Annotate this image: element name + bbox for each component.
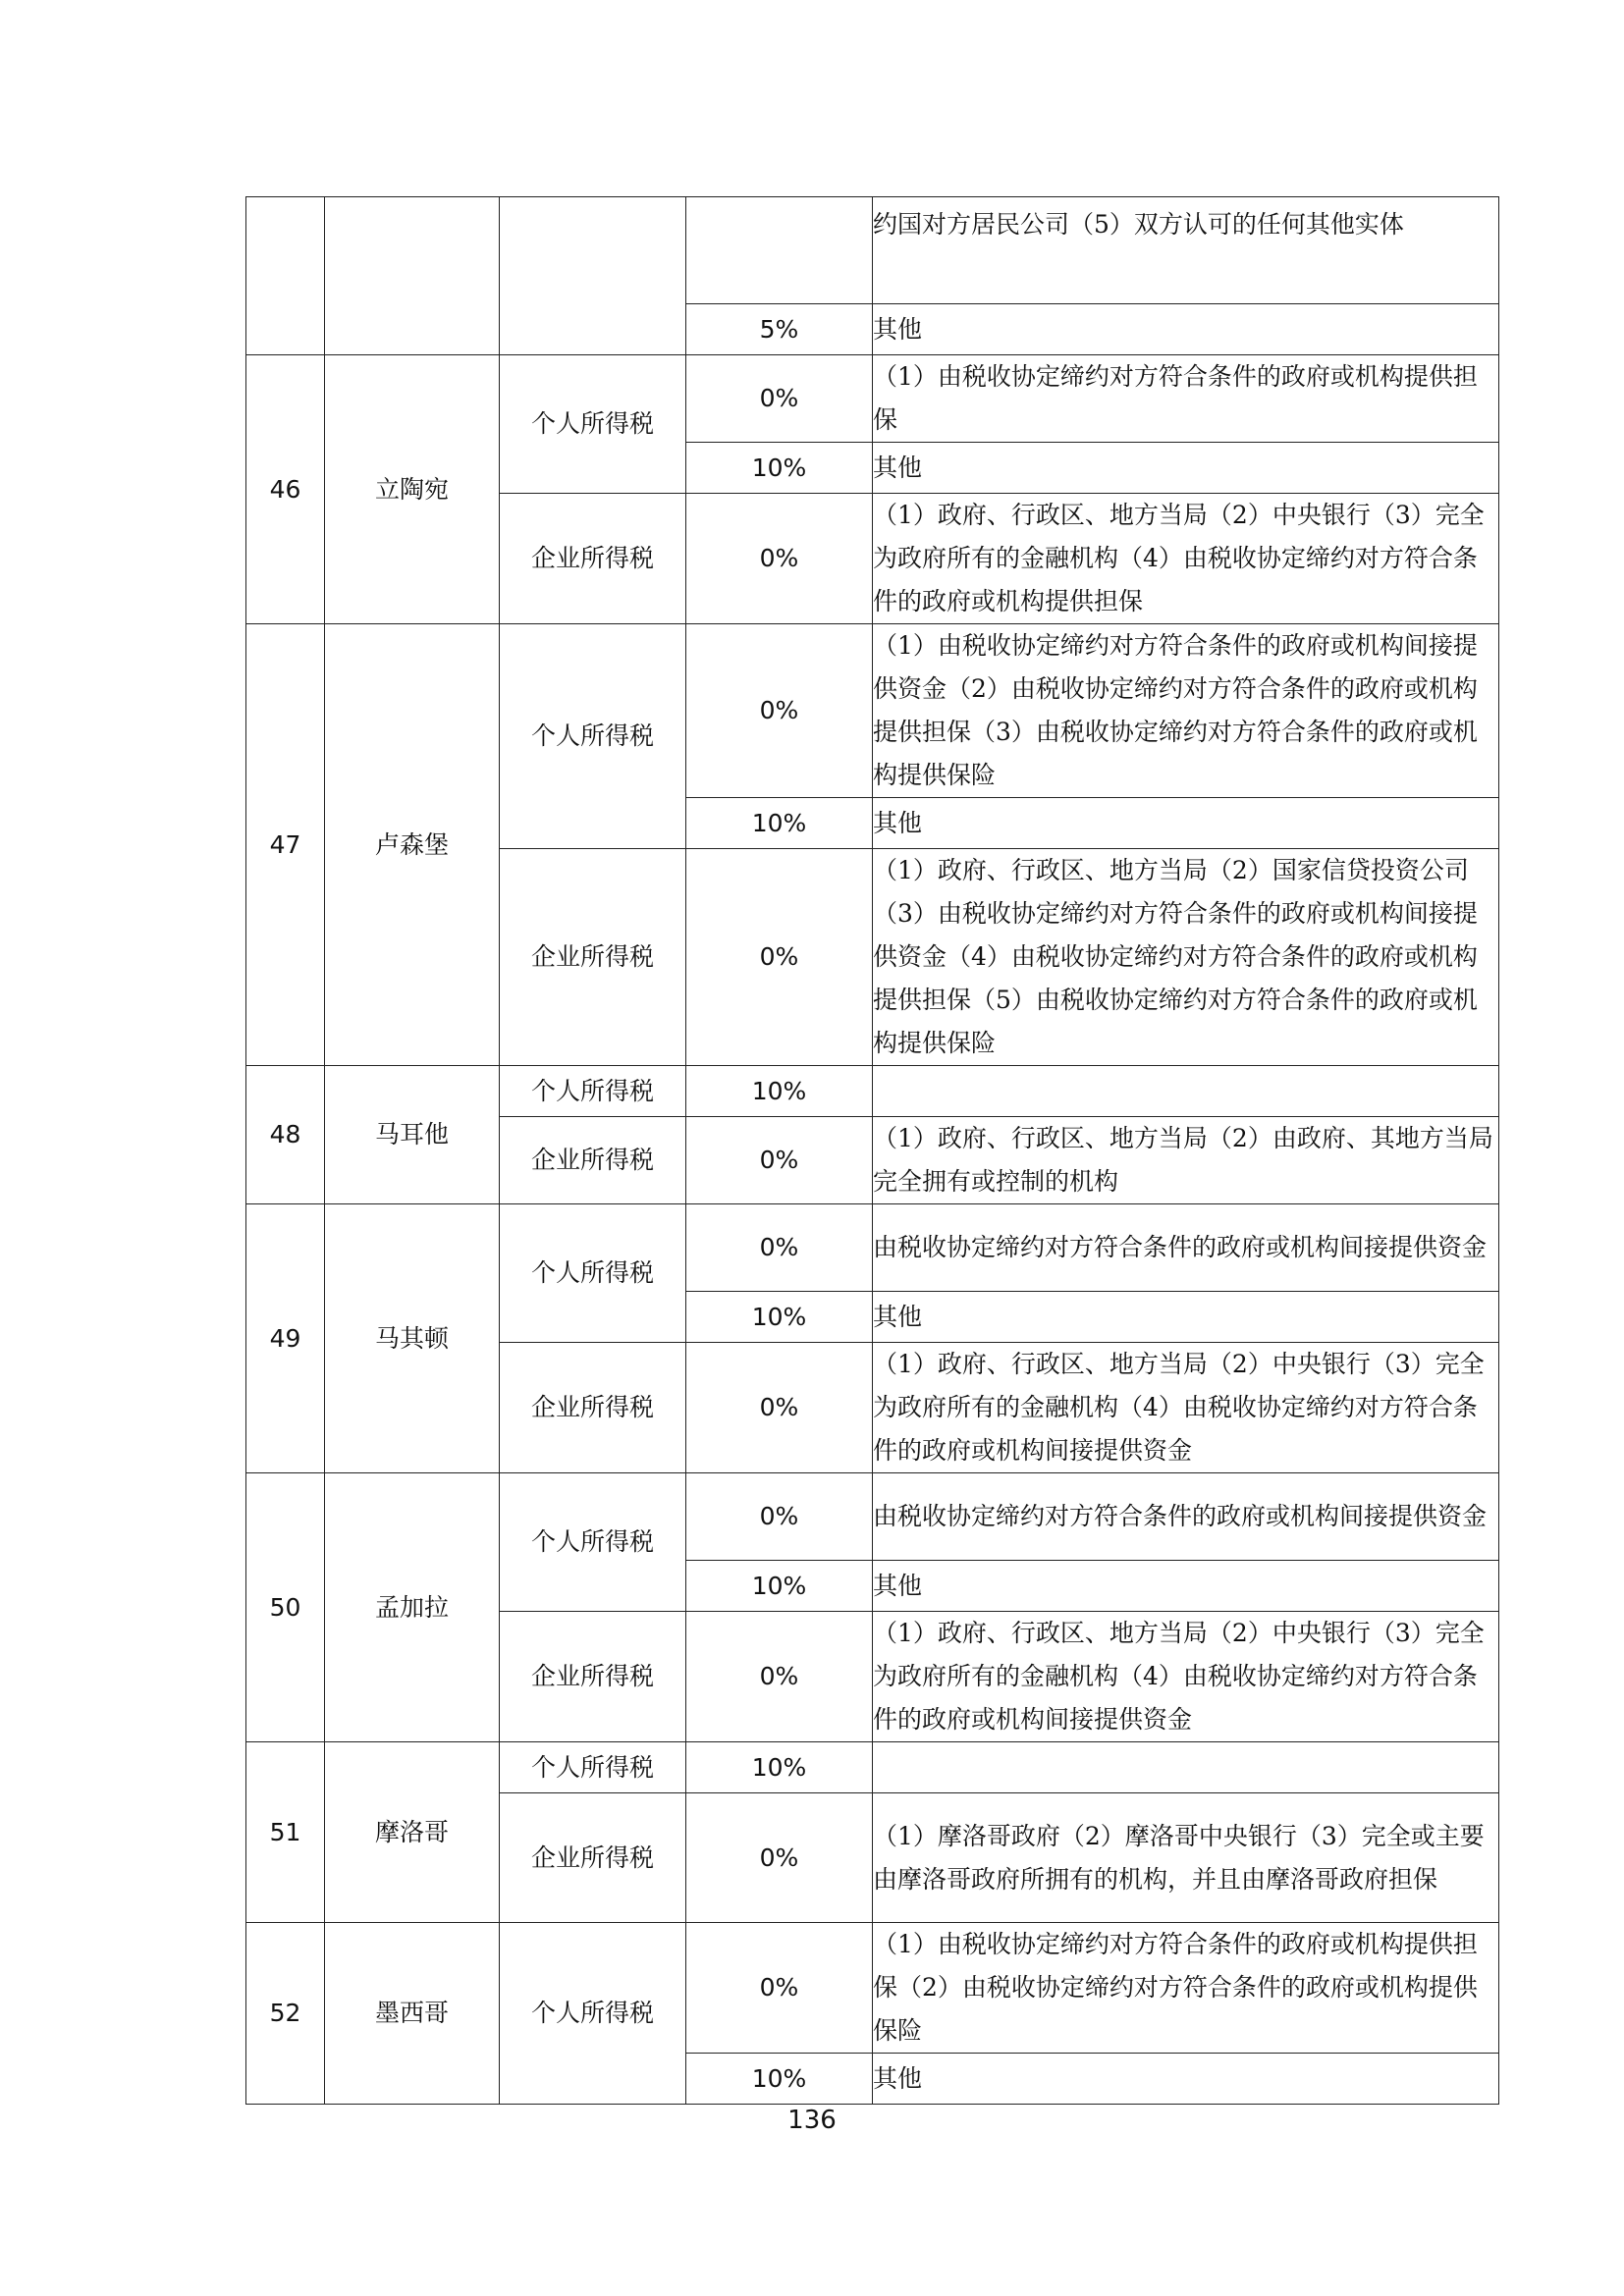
description-cell: 其他 xyxy=(873,2054,1499,2105)
description-cell xyxy=(873,1742,1499,1793)
country-cell: 马耳他 xyxy=(325,1066,500,1204)
table-row xyxy=(246,1066,1499,1117)
number-cell: 51 xyxy=(246,1742,325,1923)
tax-type-cell: 个人所得税 xyxy=(500,1473,686,1612)
description-cell: （1）政府、行政区、地方当局（2）中央银行（3）完全为政府所有的金融机构（4）由税收协定缔约对方符合条件的政府或机构提供担保 xyxy=(873,494,1499,624)
rate-cell: 5% xyxy=(686,304,873,355)
number-cell xyxy=(246,197,325,355)
tax-type-cell xyxy=(500,197,686,355)
tax-type-cell: 企业所得税 xyxy=(500,1612,686,1742)
country-cell: 立陶宛 xyxy=(325,355,500,624)
rate-cell: 0% xyxy=(686,849,873,1066)
number-cell: 48 xyxy=(246,1066,325,1204)
number-cell: 50 xyxy=(246,1473,325,1742)
tax-type-cell: 企业所得税 xyxy=(500,1117,686,1204)
number-cell: 47 xyxy=(246,624,325,1066)
rate-cell: 10% xyxy=(686,1066,873,1117)
rate-cell: 0% xyxy=(686,1473,873,1561)
rate-cell: 10% xyxy=(686,443,873,494)
table-row xyxy=(246,355,1499,443)
tax-type-cell: 个人所得税 xyxy=(500,1742,686,1793)
description-cell: （1）由税收协定缔约对方符合条件的政府或机构提供担保（2）由税收协定缔约对方符合条件的政府或机构提供保险 xyxy=(873,1923,1499,2054)
tax-type-cell: 个人所得税 xyxy=(500,1204,686,1343)
rate-cell: 0% xyxy=(686,1793,873,1923)
description-cell: 约国对方居民公司（5）双方认可的任何其他实体 xyxy=(873,197,1499,304)
rate-cell: 0% xyxy=(686,494,873,624)
rate-cell: 0% xyxy=(686,624,873,798)
tax-type-cell: 个人所得税 xyxy=(500,1066,686,1117)
description-cell: （1）政府、行政区、地方当局（2）中央银行（3）完全为政府所有的金融机构（4）由税收协定缔约对方符合条件的政府或机构间接提供资金 xyxy=(873,1612,1499,1742)
description-cell: （1）政府、行政区、地方当局（2）中央银行（3）完全为政府所有的金融机构（4）由税收协定缔约对方符合条件的政府或机构间接提供资金 xyxy=(873,1343,1499,1473)
description-cell: （1）政府、行政区、地方当局（2）国家信贷投资公司（3）由税收协定缔约对方符合条件的政府或机构间接提供资金（4）由税收协定缔约对方符合条件的政府或机构提供担保（5）由税收协定缔约对方符合条件的政府或机构提供保险 xyxy=(873,849,1499,1066)
tax-type-cell: 企业所得税 xyxy=(500,849,686,1066)
rate-cell: 0% xyxy=(686,1343,873,1473)
rate-cell: 10% xyxy=(686,1292,873,1343)
country-cell: 马其顿 xyxy=(325,1204,500,1473)
tax-type-cell: 企业所得税 xyxy=(500,494,686,624)
table-row xyxy=(246,1923,1499,2054)
description-cell: 其他 xyxy=(873,443,1499,494)
country-cell: 孟加拉 xyxy=(325,1473,500,1742)
tax-type-cell: 个人所得税 xyxy=(500,1923,686,2105)
tax-type-cell: 企业所得税 xyxy=(500,1343,686,1473)
tax-treaty-table xyxy=(245,196,1499,2105)
tax-type-cell: 个人所得税 xyxy=(500,624,686,849)
country-cell: 摩洛哥 xyxy=(325,1742,500,1923)
description-cell: 其他 xyxy=(873,1561,1499,1612)
description-cell: （1）由税收协定缔约对方符合条件的政府或机构间接提供资金（2）由税收协定缔约对方符合条件的政府或机构提供担保（3）由税收协定缔约对方符合条件的政府或机构提供保险 xyxy=(873,624,1499,798)
description-cell xyxy=(873,1066,1499,1117)
tax-type-cell: 个人所得税 xyxy=(500,355,686,494)
table-row xyxy=(246,624,1499,798)
rate-cell: 0% xyxy=(686,355,873,443)
rate-cell: 10% xyxy=(686,1742,873,1793)
number-cell: 49 xyxy=(246,1204,325,1473)
description-cell: （1）政府、行政区、地方当局（2）由政府、其地方当局完全拥有或控制的机构 xyxy=(873,1117,1499,1204)
description-cell: 其他 xyxy=(873,304,1499,355)
rate-cell: 10% xyxy=(686,2054,873,2105)
table-row xyxy=(246,1204,1499,1292)
rate-cell: 0% xyxy=(686,1117,873,1204)
description-cell: （1）由税收协定缔约对方符合条件的政府或机构提供担保 xyxy=(873,355,1499,443)
description-cell: 其他 xyxy=(873,798,1499,849)
table-row xyxy=(246,1742,1499,1793)
description-cell: 由税收协定缔约对方符合条件的政府或机构间接提供资金 xyxy=(873,1204,1499,1292)
rate-cell: 10% xyxy=(686,798,873,849)
rate-cell: 0% xyxy=(686,1923,873,2054)
table-row xyxy=(246,197,1499,304)
description-cell: （1）摩洛哥政府（2）摩洛哥中央银行（3）完全或主要由摩洛哥政府所拥有的机构，并且由摩洛哥政府担保 xyxy=(873,1793,1499,1923)
country-cell xyxy=(325,197,500,355)
description-cell: 由税收协定缔约对方符合条件的政府或机构间接提供资金 xyxy=(873,1473,1499,1561)
country-cell: 卢森堡 xyxy=(325,624,500,1066)
rate-cell xyxy=(686,197,873,304)
country-cell: 墨西哥 xyxy=(325,1923,500,2105)
number-cell: 52 xyxy=(246,1923,325,2105)
table-row xyxy=(246,1473,1499,1561)
rate-cell: 0% xyxy=(686,1612,873,1742)
rate-cell: 10% xyxy=(686,1561,873,1612)
number-cell: 46 xyxy=(246,355,325,624)
rate-cell: 0% xyxy=(686,1204,873,1292)
description-cell: 其他 xyxy=(873,1292,1499,1343)
page-number: 136 xyxy=(787,2106,837,2135)
tax-type-cell: 企业所得税 xyxy=(500,1793,686,1923)
